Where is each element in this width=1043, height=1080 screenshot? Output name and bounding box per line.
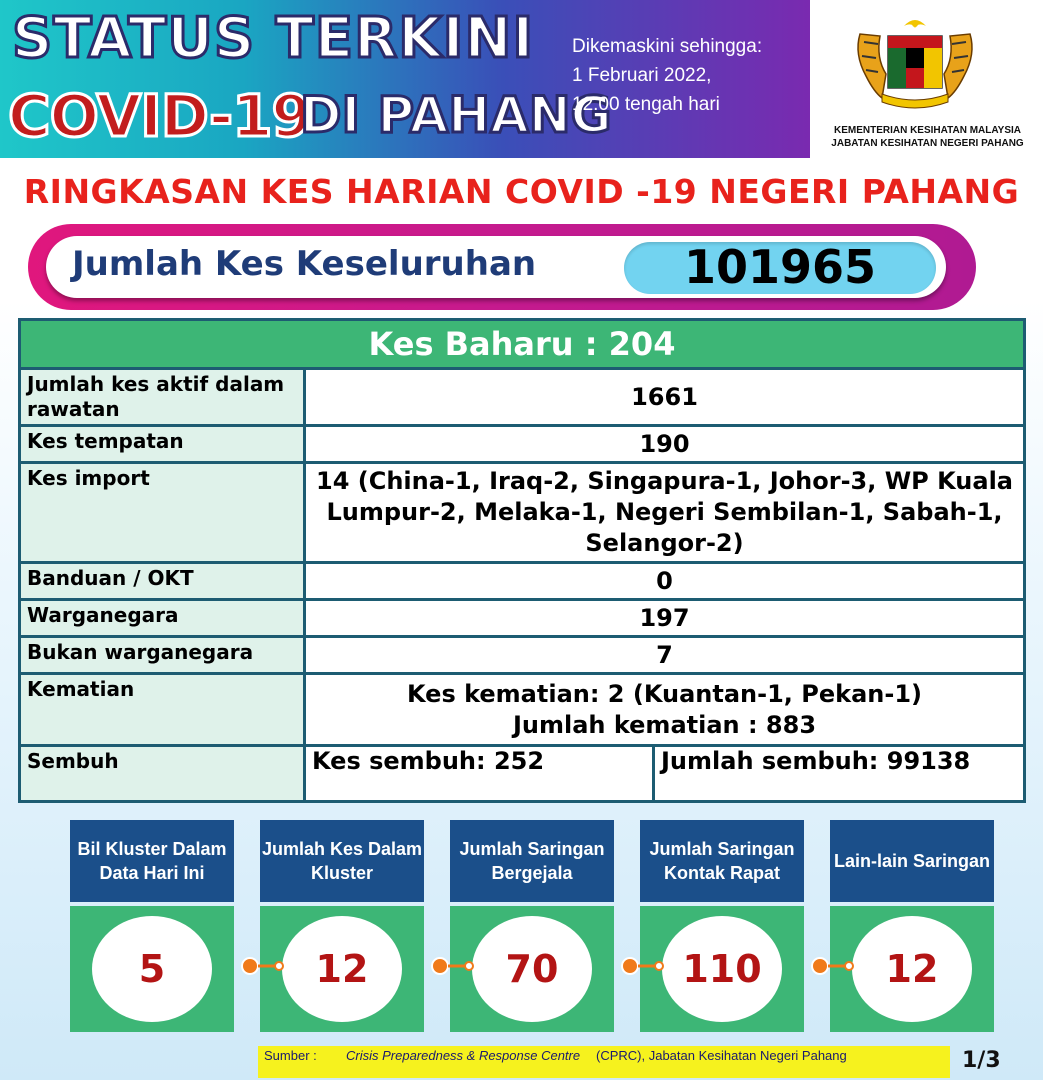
row-label: Banduan / OKT (20, 563, 305, 600)
row-label: Kes tempatan (20, 426, 305, 463)
row-value: 190 (305, 426, 1025, 463)
row-value: 1661 (305, 369, 1025, 426)
recovered-cases: Kes sembuh: 252 (305, 746, 654, 802)
row-label: Warganegara (20, 600, 305, 637)
table-header-row (20, 320, 1025, 369)
update-line-3: 12.00 tengah hari (572, 94, 720, 115)
stat-label-box: Bil Kluster Dalam Data Hari Ini (70, 820, 234, 902)
stat-label-box: Lain-lain Saringan (830, 820, 994, 902)
table-row (20, 426, 1025, 463)
update-line-1: Dikemaskini sehingga: (572, 36, 763, 57)
update-timestamp (572, 32, 762, 119)
table-row (20, 563, 1025, 600)
stat-label-box: Jumlah Saringan Bergejala (450, 820, 614, 902)
row-label: Kematian (20, 674, 305, 746)
source-footer (258, 1046, 950, 1078)
row-label: Jumlah kes aktif dalam rawatan (20, 369, 305, 426)
row-label: Kes import (20, 463, 305, 563)
row-value: 7 (305, 637, 1025, 674)
stat-value: 110 (662, 916, 782, 1022)
update-line-2: 1 Februari 2022, (572, 65, 712, 86)
source-label: Sumber : (264, 1048, 317, 1063)
connector-icon (810, 956, 856, 976)
stat-label-box: Jumlah Kes Dalam Kluster (260, 820, 424, 902)
header-title-covid: COVID-19 (8, 82, 311, 150)
total-cases-value: 101965 (683, 240, 877, 294)
row-label: Bukan warganegara (20, 637, 305, 674)
daily-cases-table (18, 318, 1026, 803)
ministry-line-1: KEMENTERIAN KESIHATAN MALAYSIA (833, 125, 1022, 136)
stat-value: 12 (852, 916, 972, 1022)
stat-label-box: Jumlah Saringan Kontak Rapat (640, 820, 804, 902)
row-value (305, 674, 1025, 746)
connector-icon (240, 956, 286, 976)
table-row (20, 463, 1025, 563)
row-value: 0 (305, 563, 1025, 600)
ministry-line-2: JABATAN KESIHATAN NEGERI PAHANG (831, 138, 1024, 149)
source-org: Crisis Preparedness & Response Centre (346, 1048, 581, 1063)
table-row (20, 369, 1025, 426)
table-row (20, 674, 1025, 746)
death-total-line: Jumlah kematian : 883 (512, 710, 817, 739)
stat-value: 5 (92, 916, 212, 1022)
table-row (20, 600, 1025, 637)
table-row (20, 746, 1025, 802)
ministry-name (812, 124, 1043, 150)
new-cases-header: Kes Baharu : 204 (20, 320, 1025, 369)
header-title-pahang: DI PAHANG (300, 86, 612, 144)
connector-icon (430, 956, 476, 976)
stat-value-box (70, 906, 234, 1032)
table-row (20, 637, 1025, 674)
row-label: Sembuh (20, 746, 305, 802)
header-banner (0, 0, 810, 158)
stat-value: 12 (282, 916, 402, 1022)
header-title-status: STATUS TERKINI (12, 6, 535, 71)
connector-icon (620, 956, 666, 976)
death-cases-line: Kes kematian: 2 (Kuantan-1, Pekan-1) (406, 679, 922, 708)
coat-of-arms-logo (852, 14, 978, 114)
stat-value: 70 (472, 916, 592, 1022)
total-cases-label: Jumlah Kes Keseluruhan (72, 244, 537, 284)
page-subtitle: RINGKASAN KES HARIAN COVID -19 NEGERI PAHANG (23, 172, 1020, 211)
row-value: 14 (China-1, Iraq-2, Singapura-1, Johor-3, WP Kuala Lumpur-2, Melaka-1, Negeri Sembilan-1, Sabah-1, Selangor-2) (305, 463, 1025, 563)
source-rest: (CPRC), Jabatan Kesihatan Negeri Pahang (596, 1048, 847, 1063)
row-value: 197 (305, 600, 1025, 637)
recovered-total: Jumlah sembuh: 99138 (654, 746, 1025, 802)
page-number: 1/3 (962, 1048, 1001, 1073)
